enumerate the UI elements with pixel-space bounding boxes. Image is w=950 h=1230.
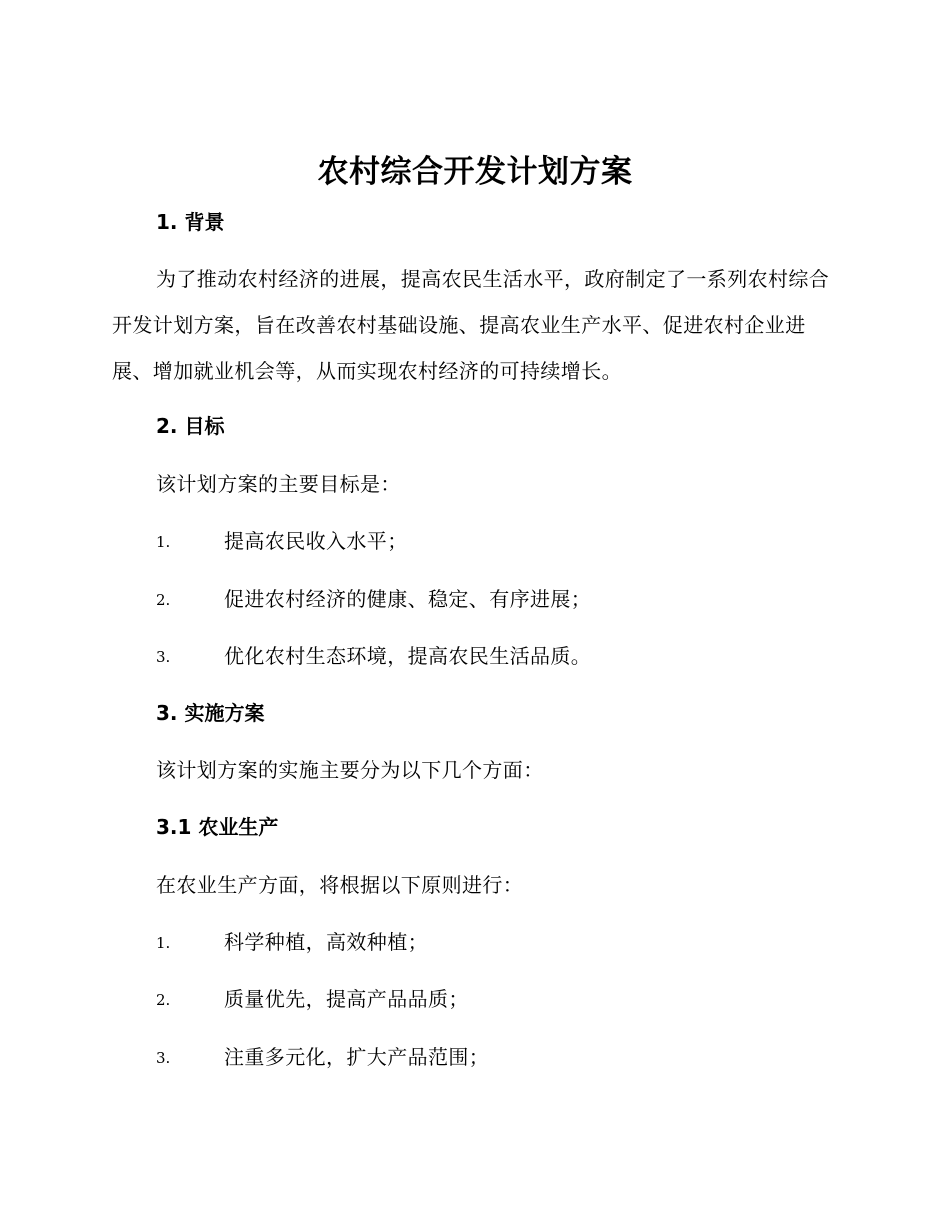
- section-heading-goals: 2. 目标: [156, 414, 225, 438]
- list-item-text: 促进农村经济的健康、稳定、有序进展；: [224, 587, 592, 611]
- list-item-text: 质量优先，提高产品品质；: [224, 987, 469, 1011]
- list-item-number: 1.: [156, 533, 171, 551]
- list-item: [156, 928, 856, 956]
- list-item-text: 科学种植，高效种植；: [224, 930, 428, 954]
- subsection-heading-agriculture: 3.1 农业生产: [156, 815, 279, 839]
- list-item-text: 优化农村生态环境，提高农民生活品质。: [224, 644, 592, 668]
- goals-intro-text: 该计划方案的主要目标是：: [156, 472, 401, 496]
- list-item-text: 提高农民收入水平；: [224, 529, 408, 553]
- list-item: [156, 527, 856, 555]
- list-item-text: 注重多元化，扩大产品范围；: [224, 1045, 490, 1069]
- list-item: [156, 985, 856, 1013]
- list-item-number: 2.: [156, 591, 171, 609]
- list-item: [156, 1043, 856, 1071]
- implementation-intro-text: 该计划方案的实施主要分为以下几个方面：: [156, 758, 544, 782]
- list-item: [156, 642, 856, 670]
- list-item-number: 3.: [156, 1049, 171, 1067]
- list-item: [156, 585, 856, 613]
- background-paragraph: 为了推动农村经济的进展，提高农民生活水平，政府制定了一系列农村综合开发计划方案，旨在改善农村基础设施、提高农业生产水平、促进农村企业进展、增加就业机会等，从而实现农村经济的可持续增长。: [112, 267, 830, 383]
- section-heading-background: 1. 背景: [156, 210, 225, 234]
- agriculture-intro-text: 在农业生产方面，将根据以下原则进行：: [156, 873, 524, 897]
- section-heading-implementation: 3. 实施方案: [156, 701, 265, 725]
- list-item-number: 3.: [156, 648, 171, 666]
- list-item-number: 2.: [156, 991, 171, 1009]
- document-title: 农村综合开发计划方案: [317, 154, 633, 190]
- list-item-number: 1.: [156, 934, 171, 952]
